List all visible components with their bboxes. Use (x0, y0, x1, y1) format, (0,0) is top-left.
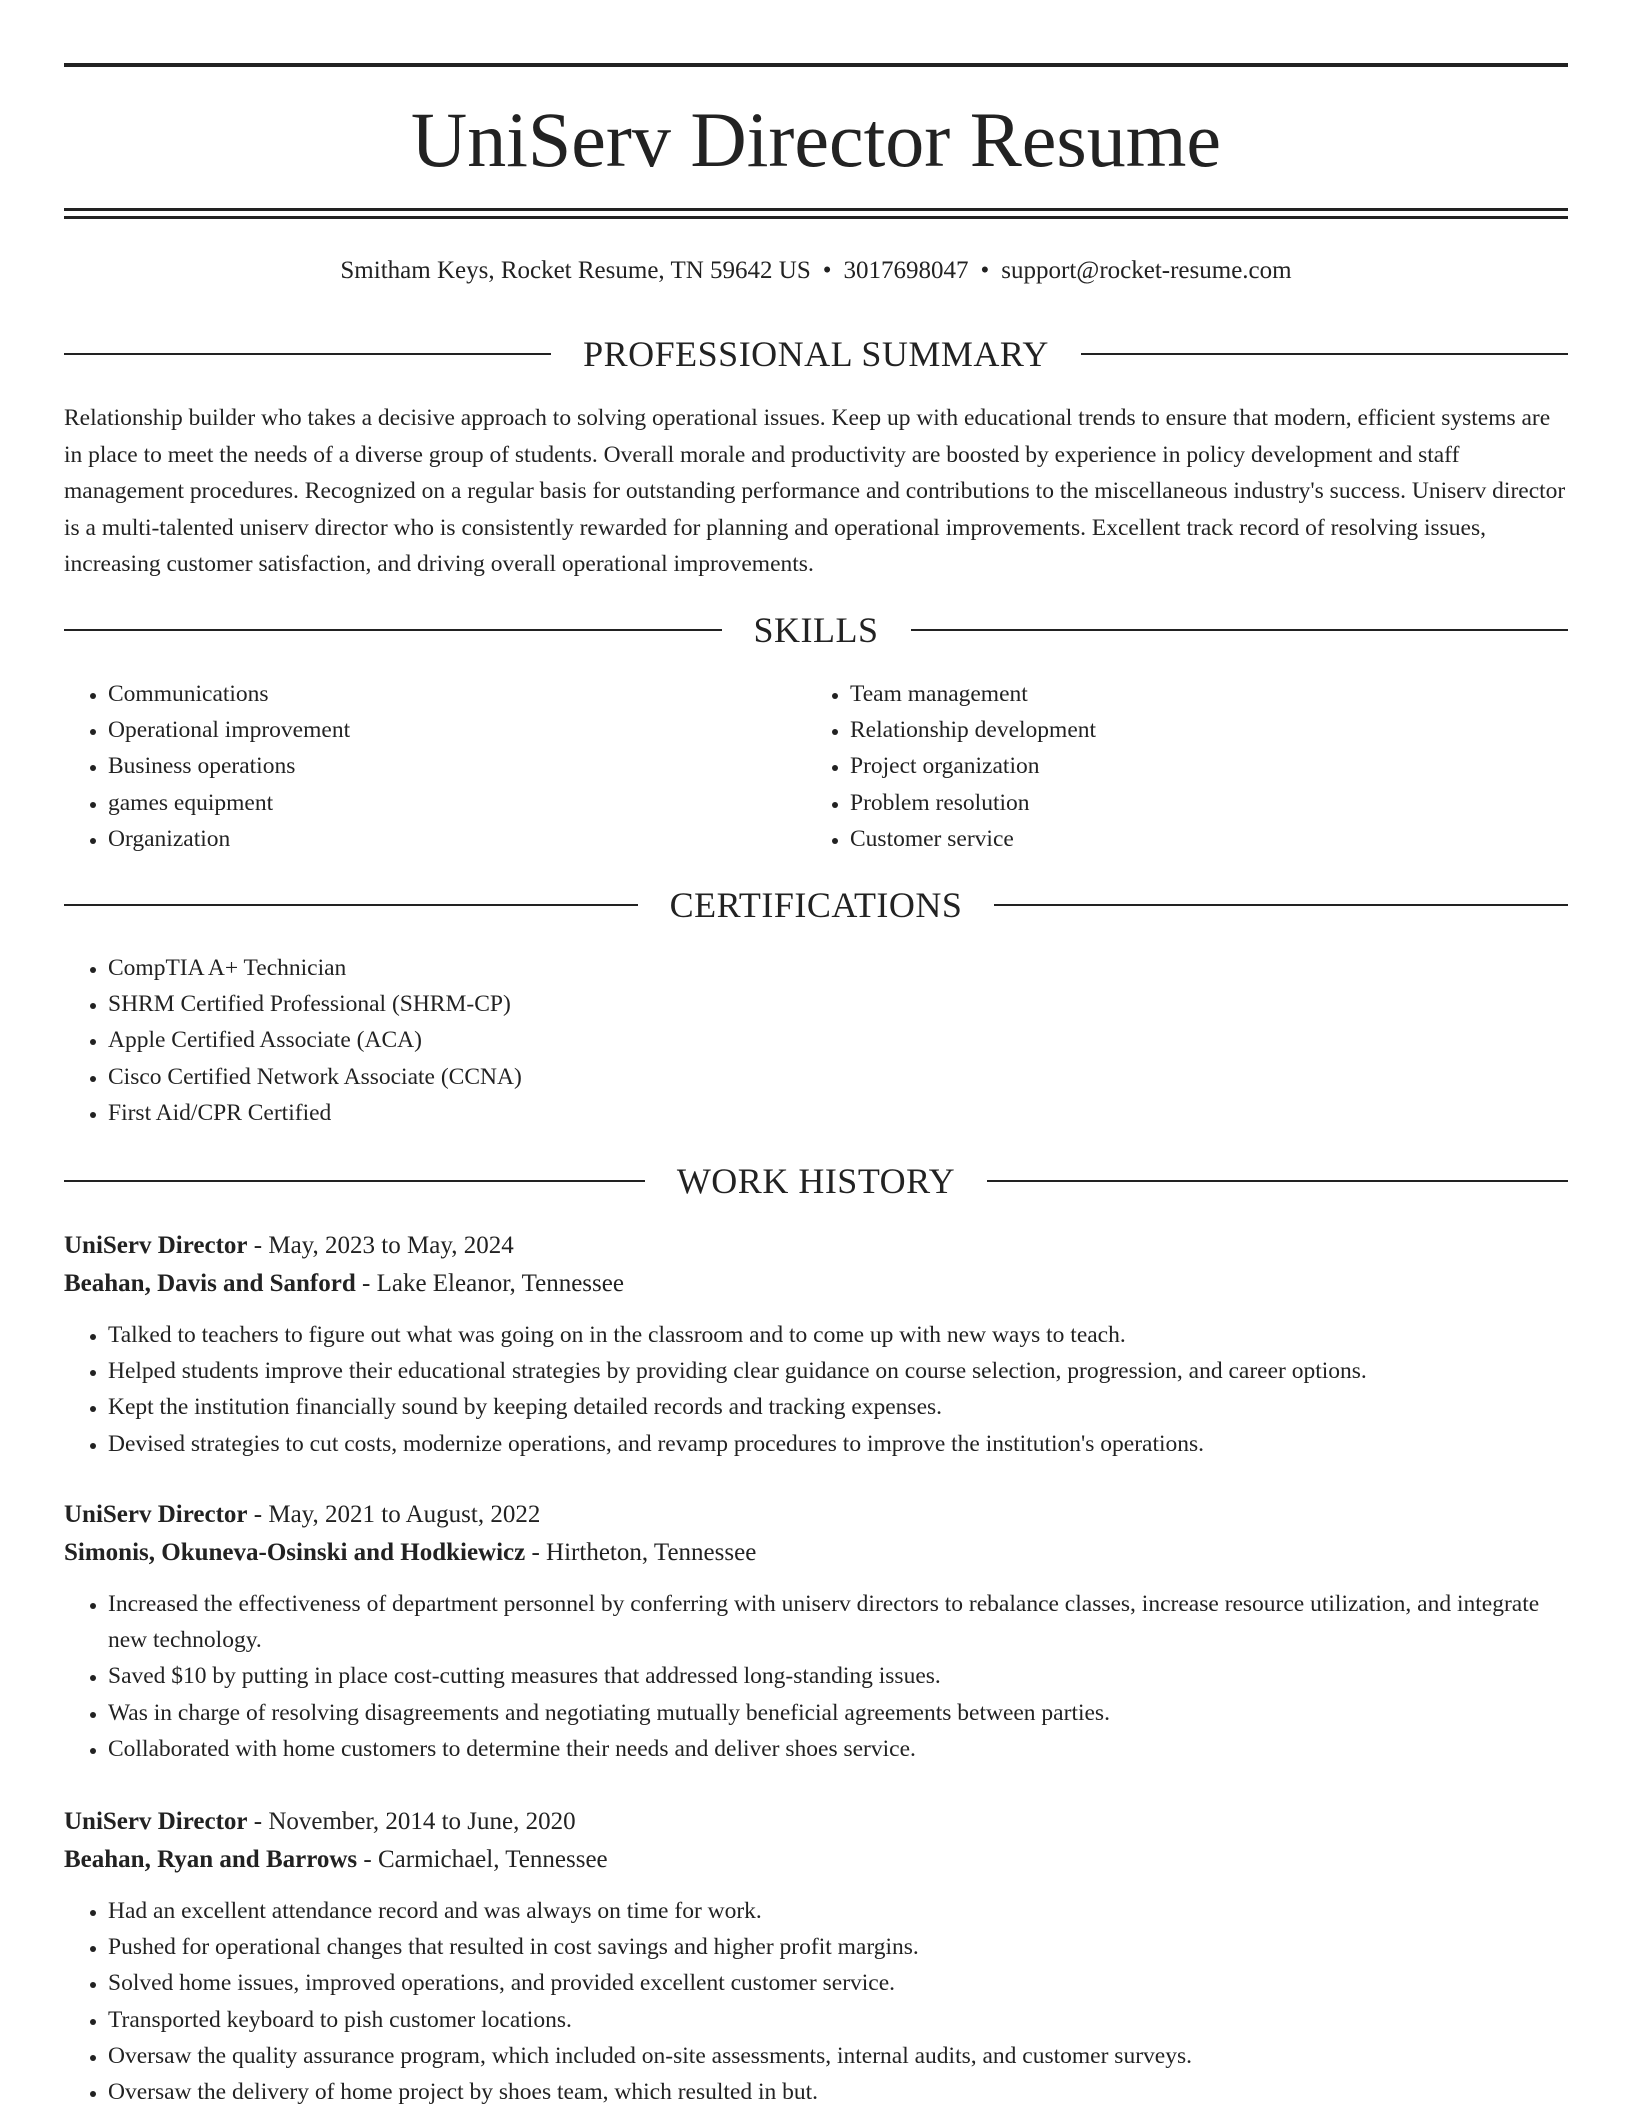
job-location: - Lake Eleanor, Tennessee (355, 1270, 624, 1297)
certification-item: • First Aid/CPR Certified (108, 1095, 1064, 1131)
certification-item: • CompTIA A+ Technician (108, 950, 1064, 986)
header-top-rule (64, 63, 1568, 67)
heading-rule-right (911, 629, 1569, 631)
skill-item: • Team management (850, 676, 1566, 712)
job-company-line (64, 1534, 1568, 1572)
contact-address: Smitham Keys, Rocket Resume, TN 59642 US (340, 257, 811, 284)
job-duty: • Talked to teachers to figure out what was going on in the classroom and to come up with new ways to teach. (108, 1317, 1568, 1353)
skills-heading-row (64, 607, 1568, 653)
contact-phone: 3017698047 (843, 257, 969, 284)
contact-separator: • (822, 257, 832, 284)
job-company-line (64, 1841, 1568, 1879)
job-entry (64, 1227, 1568, 1462)
job-title: UniServ Director (64, 1808, 248, 1835)
job-duties (64, 1586, 1568, 1767)
skill-item: • Relationship development (850, 712, 1566, 748)
job-duty: • Solved home issues, improved operations, and provided excellent customer service. (108, 1965, 1568, 2001)
contact-email[interactable]: support@rocket-resume.com (1001, 257, 1292, 284)
job-duties (64, 1317, 1568, 1462)
job-duty: • Oversaw the quality assurance program, which included on-site assessments, internal audits, and customer surveys. (108, 2038, 1568, 2074)
job-company: Simonis, Okuneva-Osinski and Hodkiewicz (64, 1539, 526, 1566)
skill-item: • games equipment (108, 785, 804, 821)
heading-rule-left (64, 629, 722, 631)
job-duty: • Devised strategies to cut costs, modernize operations, and revamp procedures to improve the institution's operations. (108, 1426, 1568, 1462)
skill-item: • Project organization (850, 748, 1566, 784)
skills-column-right (806, 676, 1566, 857)
job-title-line (64, 1803, 1568, 1841)
job-entry (64, 1803, 1568, 2110)
skill-item: • Problem resolution (850, 785, 1566, 821)
job-dates: - May, 2023 to May, 2024 (247, 1232, 514, 1259)
job-company: Beahan, Ryan and Barrows (64, 1846, 358, 1873)
certifications-heading-row (64, 882, 1568, 928)
job-duty: • Helped students improve their educational strategies by providing clear guidance on course selection, progression, and career options. (108, 1353, 1568, 1389)
work-history-heading-row (64, 1158, 1568, 1204)
job-duty: • Oversaw the delivery of home project by shoes team, which resulted in but. (108, 2074, 1568, 2110)
job-duty: • Pushed for operational changes that resulted in cost savings and higher profit margins. (108, 1929, 1568, 1965)
certifications-heading: CERTIFICATIONS (669, 885, 963, 925)
summary-text: Relationship builder who takes a decisive approach to solving operational issues. Keep up with educational trends to ensure that modern, efficient systems are in place to meet the needs of a diverse group of students. Overall morale and productivity are boosted by experience in policy development and staff management procedures. Recognized on a regular basis for outstanding performance and contributions to the miscellaneous industry's success. Uniserv director is a multi-talented uniserv director who is consistently rewarded for planning and operational improvements. Excellent track record of resolving issues, increasing customer satisfaction, and driving overall operational improvements. (64, 405, 1566, 577)
contact-line (64, 254, 1568, 288)
job-location: - Carmichael, Tennessee (357, 1846, 608, 1873)
job-title: UniServ Director (64, 1501, 248, 1528)
skill-item: • Communications (108, 676, 804, 712)
skills-heading: SKILLS (753, 610, 879, 650)
job-entry (64, 1496, 1568, 1767)
certification-item: • Cisco Certified Network Associate (CCNA) (108, 1059, 1064, 1095)
skill-item: • Business operations (108, 748, 804, 784)
heading-rule-right (1081, 353, 1568, 355)
job-duty: • Kept the institution financially sound by keeping detailed records and tracking expenses. (108, 1389, 1568, 1425)
job-duty: • Collaborated with home customers to determine their needs and deliver shoes service. (108, 1731, 1568, 1767)
skill-item: • Customer service (850, 821, 1566, 857)
job-title-line (64, 1227, 1568, 1265)
job-company: Beahan, Davis and Sanford (64, 1270, 356, 1297)
job-location: - Hirtheton, Tennessee (525, 1539, 757, 1566)
certifications-list (64, 950, 1064, 1131)
contact-separator: • (980, 257, 990, 284)
job-dates: - May, 2021 to August, 2022 (247, 1501, 541, 1528)
skill-item: • Organization (108, 821, 804, 857)
job-duty: • Increased the effectiveness of department personnel by conferring with uniserv directors to rebalance classes, increase resource utilization, and integrate new technology. (108, 1586, 1568, 1658)
job-duty: • Had an excellent attendance record and was always on time for work. (108, 1893, 1568, 1929)
rule-lower (64, 216, 1568, 219)
summary-heading-row (64, 331, 1568, 377)
job-duties (64, 1893, 1568, 2110)
heading-rule-left (64, 904, 638, 906)
heading-rule-left (64, 353, 551, 355)
heading-rule-right (994, 904, 1568, 906)
job-title: UniServ Director (64, 1232, 248, 1259)
certification-item: • SHRM Certified Professional (SHRM-CP) (108, 986, 1064, 1022)
job-duty: • Saved $10 by putting in place cost-cutting measures that addressed long-standing issues. (108, 1658, 1568, 1694)
job-company-line (64, 1265, 1568, 1303)
header-double-rule (64, 208, 1568, 219)
skill-item: • Operational improvement (108, 712, 804, 748)
work-history-heading: WORK HISTORY (676, 1161, 956, 1201)
certification-item: • Apple Certified Associate (ACA) (108, 1022, 1064, 1058)
rule-upper (64, 208, 1568, 211)
skills-column-left (64, 676, 804, 857)
heading-rule-left (64, 1180, 645, 1182)
job-duty: • Transported keyboard to pish customer locations. (108, 2002, 1568, 2038)
resume-title: UniServ Director Resume (410, 96, 1222, 183)
summary-heading: PROFESSIONAL SUMMARY (583, 334, 1049, 374)
job-duty: • Was in charge of resolving disagreements and negotiating mutually beneficial agreements between parties. (108, 1695, 1568, 1731)
job-title-line (64, 1496, 1568, 1534)
heading-rule-right (987, 1180, 1568, 1182)
job-dates: - November, 2014 to June, 2020 (247, 1808, 576, 1835)
